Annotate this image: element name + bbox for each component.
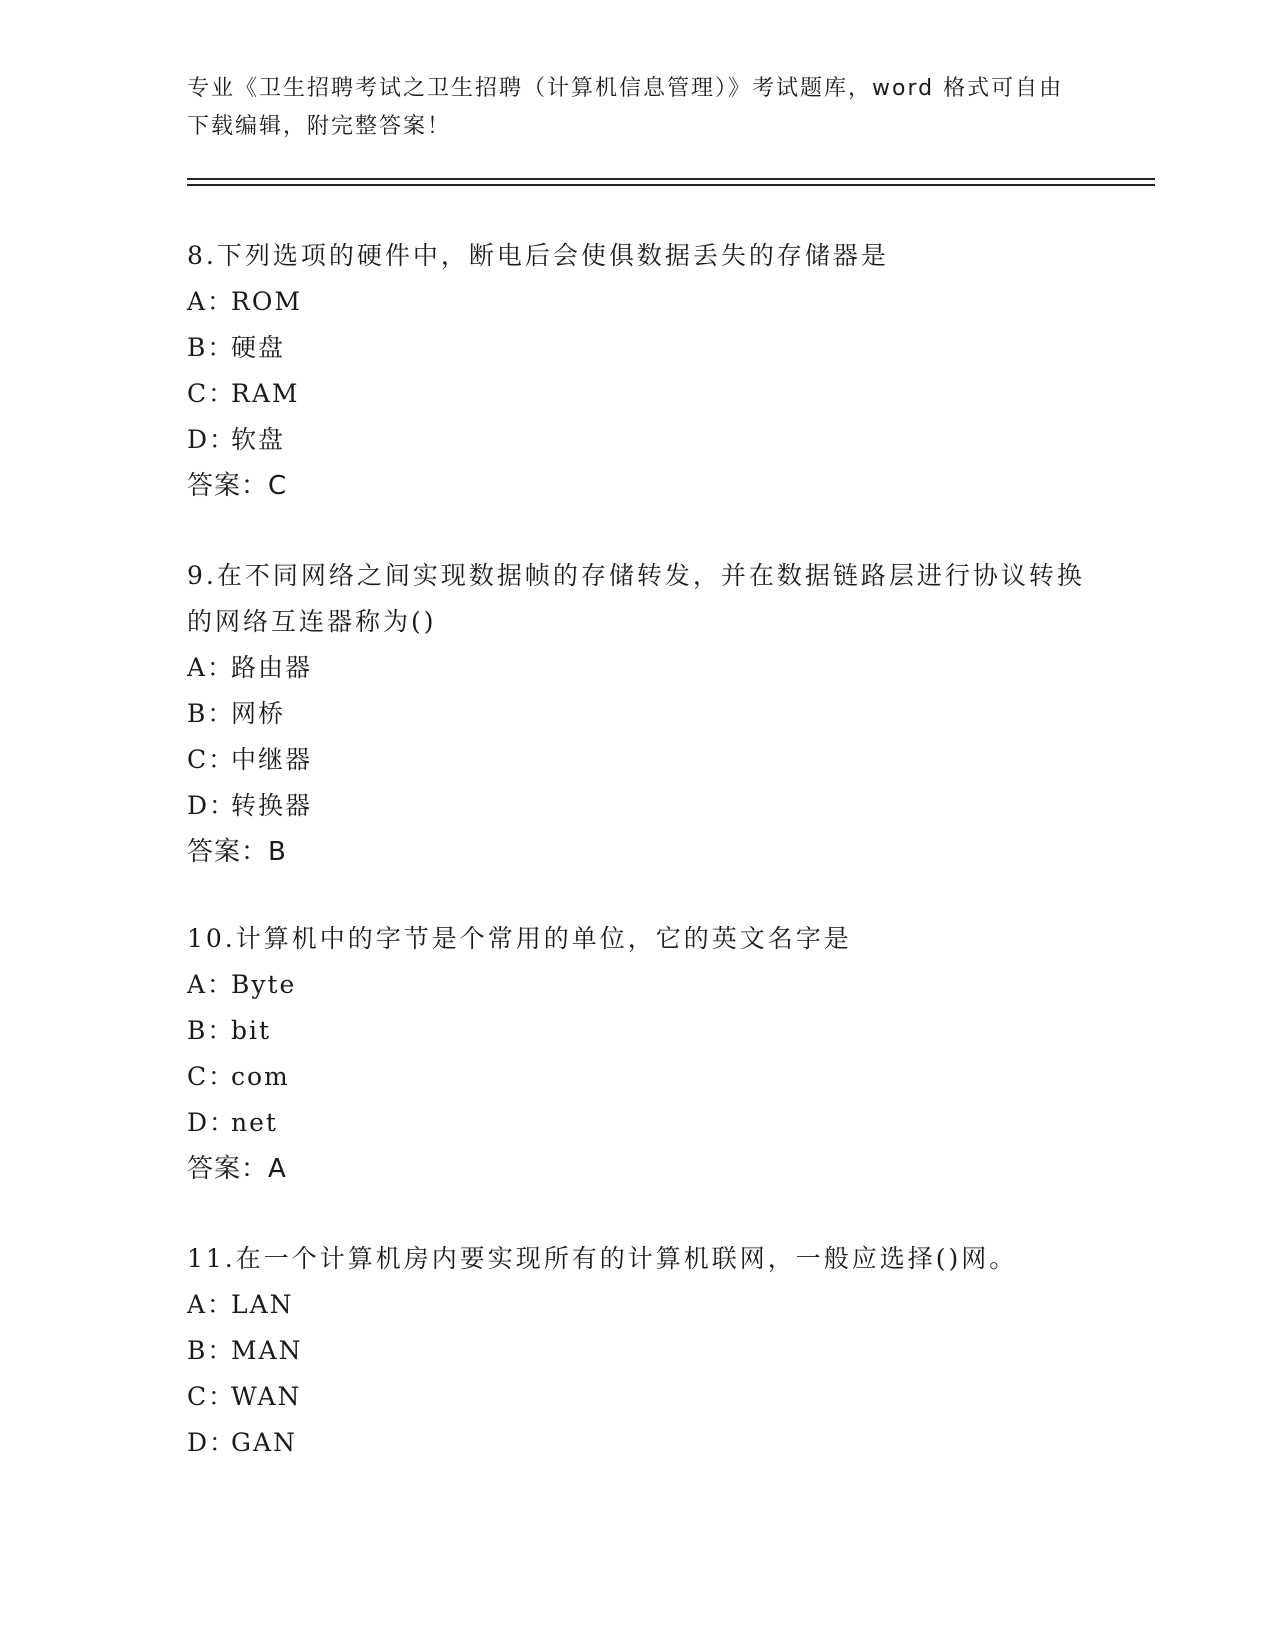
option-b [187,1328,1087,1374]
option-a [187,279,1087,325]
option-letter: B： [187,1016,235,1045]
option-text: GAN [231,1428,297,1457]
question-stem: 10.计算机中的字节是个常用的单位，它的英文名字是 [187,924,852,953]
question-stem: 9.在不同网络之间实现数据帧的存储转发，并在数据链路层进行协议转换的网络互连器称为() [187,561,1085,636]
question-stem: 11.在一个计算机房内要实现所有的计算机联网，一般应选择()网。 [187,1244,1018,1273]
answer: 答案：B [187,837,287,867]
option-text: net [231,1108,278,1137]
option-letter: D： [187,1108,237,1137]
option-b [187,691,1087,737]
option-letter: B： [187,333,235,362]
option-letter: C： [187,745,236,774]
option-c [187,1054,1087,1100]
option-text: MAN [231,1336,303,1365]
question-8 [187,233,1087,509]
option-b [187,325,1087,371]
option-d [187,1100,1087,1146]
option-text: 转换器 [231,791,313,820]
option-letter: D： [187,425,237,454]
option-letter: A： [187,287,235,316]
header-divider-top [187,178,1155,180]
option-d [187,783,1087,829]
option-a [187,645,1087,691]
option-letter: C： [187,1382,236,1411]
option-letter: A： [187,653,235,682]
option-letter: C： [187,379,236,408]
option-c [187,737,1087,783]
option-letter: A： [187,1290,235,1319]
option-text: Byte [231,970,297,999]
option-text: 软盘 [231,425,286,454]
option-a [187,1282,1087,1328]
option-letter: A： [187,970,235,999]
option-text: ROM [231,287,302,316]
question-9 [187,553,1087,875]
header-divider-bottom [187,184,1155,186]
option-text: WAN [231,1382,302,1411]
option-b [187,1008,1087,1054]
option-text: LAN [231,1290,294,1319]
option-letter: D： [187,1428,237,1457]
option-text: 路由器 [231,653,313,682]
option-a [187,962,1087,1008]
option-d [187,417,1087,463]
option-letter: D： [187,791,237,820]
question-11 [187,1236,1087,1466]
option-d [187,1420,1087,1466]
document-header: 专业《卫生招聘考试之卫生招聘（计算机信息管理）》考试题库，word 格式可自由下载编辑，附完整答案！ [187,76,1064,139]
answer: 答案：A [187,1154,287,1184]
option-text: 中继器 [231,745,313,774]
option-text: 网桥 [231,699,286,728]
option-text: 硬盘 [231,333,286,362]
answer: 答案：C [187,471,288,501]
option-text: RAM [231,379,300,408]
option-letter: B： [187,1336,235,1365]
option-c [187,371,1087,417]
question-10 [187,916,1087,1192]
option-letter: C： [187,1062,236,1091]
option-text: com [231,1062,290,1091]
question-stem: 8.下列选项的硬件中，断电后会使俱数据丢失的存储器是 [187,241,889,270]
option-letter: B： [187,699,235,728]
option-c [187,1374,1087,1420]
option-text: bit [231,1016,272,1045]
